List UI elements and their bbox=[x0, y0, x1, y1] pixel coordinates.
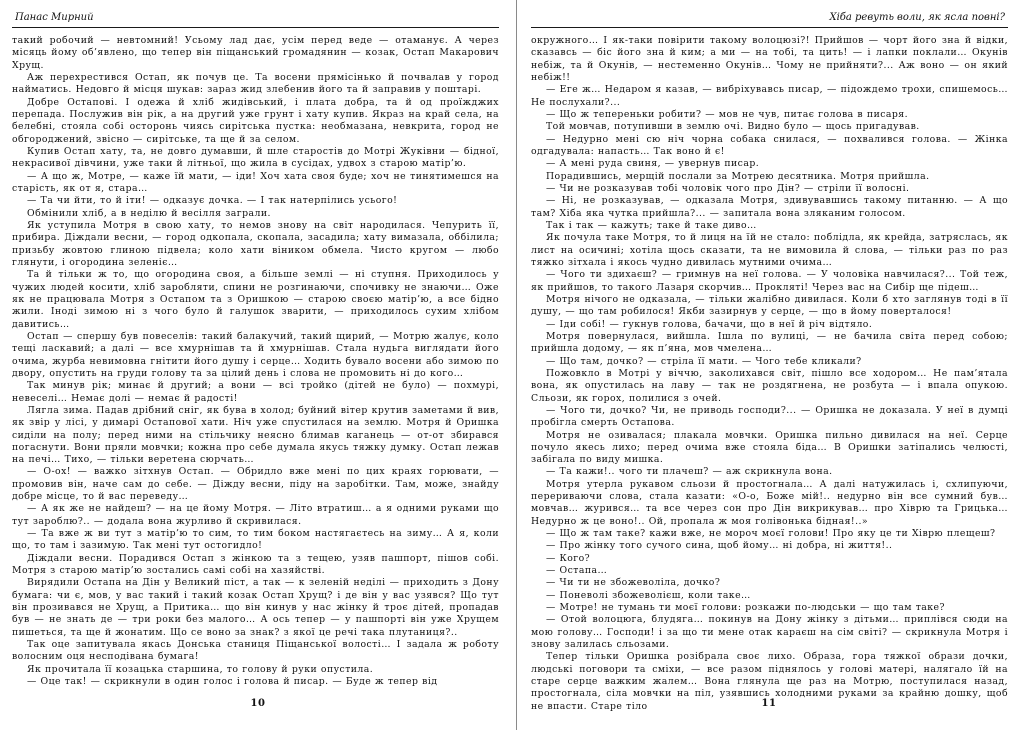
paragraph: — Кого? bbox=[546, 552, 591, 564]
paragraph: — Недурно мені сю ніч чорна собака снилася, — похвалився голова. — Жінка одгадувала: напасть… Так воно й є! bbox=[531, 133, 1008, 157]
paragraph: — Оце так! — скрикнули в один голос і голова й писар. — Буде ж тепер від bbox=[27, 676, 438, 688]
running-header-title: Хіба ревуть воли, як ясла повні? bbox=[531, 9, 1008, 28]
paragraph: Той мовчав, потупивши в землю очі. Видно було — щось пригадував. bbox=[546, 121, 920, 133]
page-body-text bbox=[12, 35, 499, 688]
paragraph: — Чого ти, дочко? Чи, не приводь господи?... — Оришка не доказала. У неї в думці пробігла смерть Остапова. bbox=[531, 404, 1008, 429]
paragraph: Так і так — кажуть; таке й таке диво… bbox=[546, 219, 757, 231]
paragraph: — Чи не розказував тобі чоловік чого про Дін? — стріли її волосні. bbox=[546, 182, 910, 194]
paragraph: Як прочитала її козацька старшина, то голову й руки опустила. bbox=[27, 663, 374, 675]
paragraph: — Отой волоцюга, блудяга… покинув на Дону жінку з дітьми… приплівся сюди на мою голову… Господи! і за що ти мене отак караєш на сім світі? — скрикнула Мотря і знову залилась сльозами. bbox=[531, 614, 1008, 651]
paragraph: — Що ж тепереньки робити? — мов не чув, питає голова в писаря. bbox=[546, 108, 908, 120]
paragraph: Порадившись, мерщій послали за Мотрею десятника. Мотря прийшла. bbox=[546, 170, 930, 182]
paragraph: Обмінили хліб, а в неділю й весілля заграли. bbox=[27, 207, 271, 219]
paragraph: — Еге ж… Недаром я казав, — вибріхувавсь писар, — підождемо трохи, спишемось… Не послухали?... bbox=[531, 84, 1008, 108]
paragraph: — Поневолі збожеволієш, коли таке… bbox=[546, 589, 751, 601]
paragraph: Купив Остап хату, та, не довго думавши, й шле старостів до Мотрі Жуківни — бідної, некрасивої дівчини, уже таки й літньої, що жила в сусідах, удвох з старою матір’ю. bbox=[12, 145, 499, 170]
paragraph: Так оце запитувала якась Донська станиця Піщанської волості… І задала ж роботу волосним оця несподівана бумага! bbox=[12, 639, 499, 663]
paragraph: Пожовкло в Мотрі у віччю, заколихався світ, пішло все ходором… Не пам’ятала вона, як опустилась на лаву — так не роздягнена, не розбута — і впала опукою. Сльози, як горох, полилися з очей. bbox=[531, 367, 1008, 404]
paragraph: Так минув рік; минає й другий; а вони — всі тройко (дітей не було) — похмурі, невеселі… Немає долі — немає й радості! bbox=[12, 380, 499, 404]
paragraph: — Що ж там таке? кажи вже, не мороч моєї голови! Про яку це ти Хіврю плещеш? bbox=[546, 528, 996, 540]
paragraph: — А мені руда свиня, — увернув писар. bbox=[546, 158, 760, 170]
paragraph: Лягла зима. Падав дрібний сніг, як бува в холод; буйний вітер крутив заметами й вив, як звір у лісі, у димарі Остапової хати. Ніч уже спустилася на землю. Мотря й Оришка сиділи на полу; перед ними на стільчику неясно блимав каганець — от-от збирався погаснути. Вони пряли мовчки; кожна про себе думала якусь тяжку думку. Остап лежав на печі… Тихо, — тільки веретена сюрчать… bbox=[12, 404, 499, 466]
paragraph: — Остапа… bbox=[546, 565, 608, 577]
paragraph: Мотря не озивалася; плакала мовчки. Оришка пильно дивилася на неї. Серце почуло якесь лихо; перед очима вже стояла біда… В Оришки затіпались челюсті, забігала по виду мишка. bbox=[531, 429, 1008, 466]
paragraph: — Та чи йти, то й іти! — одказує дочка. — І так натерпілись усього! bbox=[27, 195, 398, 207]
paragraph: Мотря повернулася, вийшла. Ішла по вулиці, — не бачила світа перед собою; прийшла додому, — як п’яна, мов чмелена… bbox=[531, 330, 1008, 355]
page-number: 10 bbox=[250, 698, 266, 709]
paragraph: — О-ох! — важко зітхнув Остап. — Обридло вже мені по цих краях горювати, — промовив він, наче сам до себе. — Діжду весни, піду на заробітки. Там, може, знайду добре місце, то й вас переведу… bbox=[12, 466, 499, 503]
paragraph: Тепер тільки Оришка розібрала своє лихо. Образа, гора тяжкої образи дочки, людські поговори та сміхи, — все разом піднялось у голові матері, налягало їй на старе серце важким жалем… Вона глянула ще раз на Мотрю, поступилася назад, простогнала, сіла мовчки на піл, узявшись холодними руками за крайню дошку, щоб не впасти. Старе тіло bbox=[531, 651, 1008, 712]
paragraph: Як почула таке Мотря, то й лиця на їй не стало: поблідла, як крейда, затряслась, як лист на осичині; хотіла щось сказати, та не вимовила й слова, — тільки раз по раз тяжко зітхала і якось чудно дивилась мутними очима… bbox=[531, 232, 1008, 268]
paragraph: — А як же не найдеш? — на це йому Мотря. — Літо втратиш… а я одними руками що тут зароблю?.. — додала вона журливо й скривилася. bbox=[12, 503, 499, 527]
paragraph: такий робочий — невтомний! Усьому лад дає, усім перед веде — отаманує. А через місяць йому об’явлено, що тепер він піщанський громадянин — козак, Остап Макарович Хрущ. bbox=[12, 35, 499, 71]
page-body-text bbox=[531, 35, 1008, 713]
paragraph: — Ні, не розказував, — одказала Мотря, здивувавшись такому питанню. — А що там? Хіба яка чутка прийшла?... — запитала вона зляканим голосом. bbox=[531, 195, 1008, 219]
paragraph: — Та кажи!.. чого ти плачеш? — аж скрикнула вона. bbox=[546, 466, 833, 478]
paragraph: — Чого ти здихаєш? — гримнув на неї голова. — У чоловіка навчилася?... Той теж, як прийшов, то такого Лазаря скорчив… Прокляті! Через вас на Сибір ще підеш… bbox=[531, 269, 1008, 293]
paragraph: — А що ж, Мотре, — каже їй мати, — іди! Хоч хата своя буде; хоч не тинятимешся на старість, як от я, стара… bbox=[12, 170, 499, 194]
paragraph: — Мотре! не тумань ти моєї голови: розкажи по-людськи — що там таке? bbox=[546, 602, 945, 614]
paragraph: Та й тільки ж то, що огородина своя, а більше землі — ні ступня. Приходилось у чужих людей косити, хліб заробляти, спини не розгинаючи, спочивку не знаючи… Оже як не працювала Мотря з Остапом та з Оришкою — старою своєю матір’ю, а все бідно жили. Іноді зимою ні з чого було й галушок зварити, — приходилось сухим хлібом давитись… bbox=[12, 269, 499, 330]
paragraph: — Чи ти не збожеволіла, дочко? bbox=[546, 577, 721, 589]
paragraph: Добре Остапові. І одежа й хліб жидівський, і плата добра, та й од проїжджих перепада. Послужив він рік, а на другий уже грунт і хату купив. Якраз на край села, на белебні, стояла собі осторонь чиясь сирітська пустка: необмазана, невкрита, город не обгороджений, звісно — сирітське, та ще й за селом. bbox=[12, 96, 499, 145]
paragraph: Остап — спершу був повеселів: такий балакучий, такий щирий, — Мотрю жалує, коло тещі ласкавий; а далі — все хмурнішав та й хмурнішав. Стала нудьга виглядати його очима, журба невимовна гнітити його душу і серце… Ходить бувало восени або зимою по двору, опустить на груди голову та за цілий день і слова не промовить ні до кого… bbox=[12, 330, 499, 379]
paragraph: — Що там, дочко? — стріла її мати. — Чого тебе кликали? bbox=[546, 355, 862, 367]
paragraph: — Про жінку того сучого сина, щоб йому… ні добра, ні життя!.. bbox=[546, 540, 893, 552]
paragraph: Як уступила Мотря в свою хату, то немов знову на світ народилася. Чепурить її, прибира. Діждали весни, — город одкопала, скопала, засадила; хату вимазала, оббілила; призьбу жовтою глиною підвела; коло хати віником обмела. Чисто кругом — любо глянути, і огородина зеленіє… bbox=[12, 219, 499, 268]
paragraph: Мотря нічого не одказала, — тільки жалібно дивилася. Коли б хто заглянув тоді в її душу, — що там робилося! Якби зазирнув у серце, — що в йому поверталося! bbox=[531, 293, 1008, 318]
paragraph: Аж перехрестився Остап, як почув це. Та восени прямісінько й почвалав у город найматись. Недовго й місця шукав: зараз жид злебенив його та й заправив у поштарі. bbox=[12, 71, 499, 96]
paragraph: окружного… І як-таки повірити такому волоцюзі?! Прийшов — чорт його зна й відки, сказавсь — біс його зна й ким; а ми — на тобі, та цить! — і лапки поклали… Окунів небіж, та й Окунів, — нестеменно Окунів… Чому не прийняти?... Аж воно — он який небіж!! bbox=[531, 35, 1008, 83]
page-number: 11 bbox=[761, 698, 777, 709]
running-header-author: Панас Мирний bbox=[12, 9, 499, 28]
paragraph: Мотря утерла рукавом сльози й простогнала… А далі натужилась і, схлипуючи, перериваючи слова, стала казати: «О-о, Боже мій!.. недурно він все сумний був… мовчав… журився… та все через сон про Дін викрикував… про Хіврю та Грицька… Недурно ж це воно!.. Ой, пропала ж моя голівонька бідная!..» bbox=[531, 478, 1008, 527]
page-right bbox=[517, 0, 1021, 730]
paragraph: — Іди собі! — гукнув голова, бачачи, що в неї й річ відтяло. bbox=[546, 318, 873, 330]
paragraph: — Та вже ж ви тут з матір’ю то сим, то тим боком настягаєтесь на зиму… А я, коли що, то там і зазимую. Так мені тут остогидло! bbox=[12, 528, 499, 552]
paragraph: Діждали весни. Порадився Остап з жінкою та з тещею, узяв пашпорт, пішов собі. Мотря з старою матір’ю зостались самі собі на хазяйстві. bbox=[12, 552, 499, 577]
paragraph: Вирядили Остапа на Дін у Великий піст, а так — к зеленій неділі — приходить з Дону бумага: чи є, мов, у вас такий і такий козак Остап Хрущ? і де він у вас узявся? Що тут він прозивався не Хрущ, а Притика… що він кинув у нас жінку й троє дітей, пропадав був — не знать де — три роки без малого… А ось тепер — у пашпорті він уже Хрущем пишеться, та ще й жонатим. Що се воно за знак? з якої це речі така плутаниця?.. bbox=[12, 577, 499, 638]
